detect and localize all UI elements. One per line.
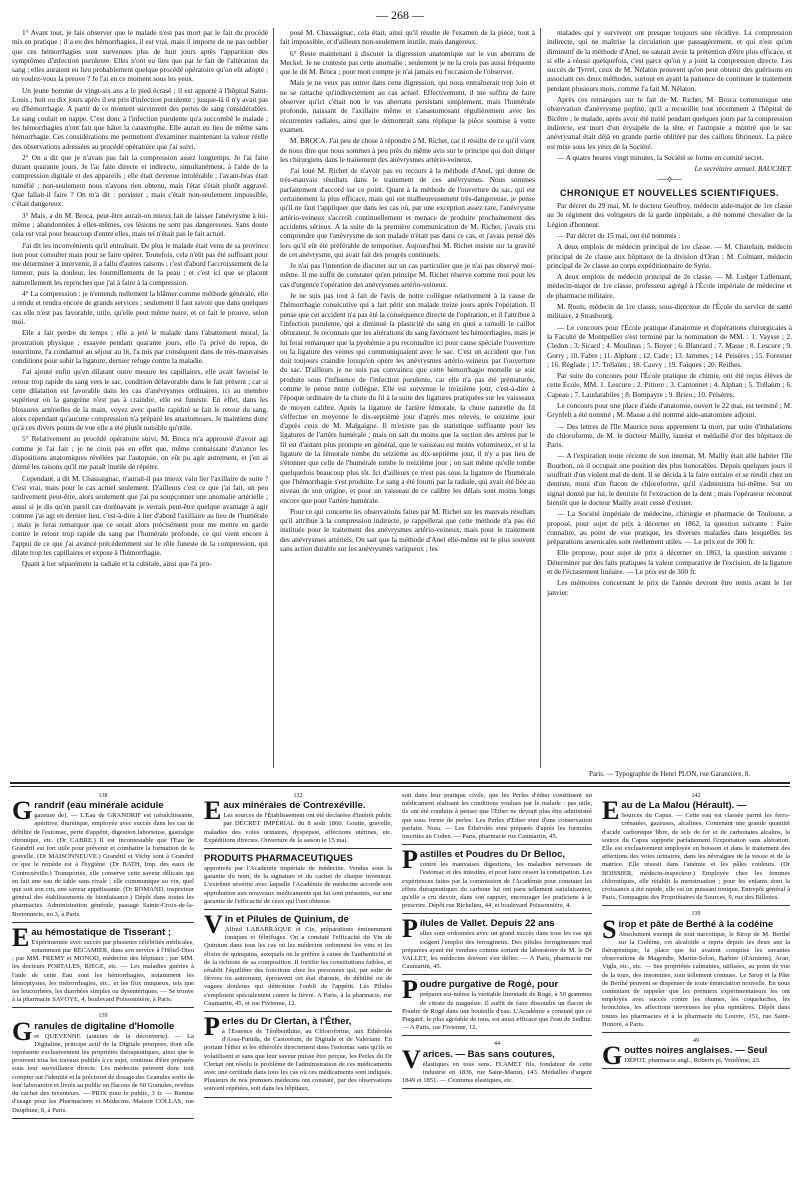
ad-number: 49 bbox=[693, 1038, 699, 1045]
ad-title: au hémostatique de Tisserant ; bbox=[31, 926, 172, 938]
paragraph: — A quatre heures vingt minutes, la Société se forme en comité secret. bbox=[557, 152, 764, 162]
advertisement bbox=[602, 790, 790, 906]
ad-title: au de La Malou (Hérault). — bbox=[621, 800, 747, 812]
paragraph: M. Rouis, médecin de 1re classe, sous-directeur de l'École du service de santé militaire, à Strasbourg. bbox=[547, 302, 792, 321]
paragraph: A deux emplois de médecin principal de 1re classe. — M. Chatelain, médecin principal de 2e classe aux hôpitaux de la division d'Oran ; M. Colmant, médecin principal de 2e classe au corps expéditionnaire de Syrie. bbox=[547, 242, 792, 270]
paragraph: — Le concours pour l'École pratique d'anatomie et d'opérations chirurgicales à la Faculté de Montpellier s'est terminé par la nomination de MM. : 1. Vaysse ; 2. Cledon ; 3. Sicard ; 4. Moulinas ; 5. Boyer ; 6. Blancard ; 7. Masse ; 8. Lescure ; 9. Gorry ; 10. Fabre ; 11. Alphant ; 12. Cade ; 13. Jammes ; 14. Peisères ; 15. Forestier ; 16. Réglade ; 17. Trélaüm ; 18. Cauvy ; 19. Faïques ; 20. Reilhes. bbox=[547, 322, 792, 369]
article-column-1 bbox=[12, 28, 268, 768]
ad-body: Les sources de l'Établissement ont été déclarées d'intérêt public par DÉCRET IMPÉRIAL du 8 août 1860. Goutte, gravelle, maladies des voies urinaires, dyspepsie, affections utérines, etc. Expéditions directes. Ouverture de la saison le 15 mai. bbox=[204, 812, 392, 844]
advertisement bbox=[402, 977, 592, 1036]
paragraph: Elle a fait perdre du temps ; elle a jeté le malade dans l'abattement moral, la prostration physique ; essayée pendant quarante jours, elle l'a privé de repos, de nourriture, l'a condamné au séjour au lit, l'a mis par conséquent dans de très-mauvaises conditions pour subir la ligature, dernier refuge contre la maladie. bbox=[12, 328, 268, 366]
ad-body: approuvés par l'Académie impériale de médecine. Vendus sous la garantie du nom, de la signature et du cachet de chaque inventeur. L'extrême sévérité avec laquelle l'Académie de médecine accorde son approbation aux nouveaux médicaments qui lui sont présentés, est une garantie de l'efficacité de ceux qui l'ont obtenue. bbox=[204, 865, 392, 905]
ad-body: et QUEVENNE (auteurs de la découverte). — La Digitaline, principe actif de la Digitale pourprée, dont elle représente exclusivement les propriétés thérapeutiques, ainsi que le prouvent tous les travaux publiés à ce sujet, continue d'être préparée sous leur surveillance directe. Les médecins peuvent donc tout compter sur l'identité et la précision de dosage des Granules sortis de leur laboratoire et livrés au public en flacons de 60 Granules, revêtus du cachet des inventeurs. — PRIX pour le public, 3 fr. — Remise d'usage pour les Pharmaciens et Médecins. Maison COLLAS, rue Dauphine, 8, à Paris. bbox=[12, 1032, 194, 1114]
ad-drop-cap: P bbox=[402, 975, 418, 1005]
ads-column-3 bbox=[402, 790, 592, 1175]
paragraph: Elle propose, pour sujet de prix à décerner en 1863, la question suivante : Déterminer par des faits pratiques la valeur comparative de l'excision, de la ligature et de l'écrasement linéaire. — Le prix est de 300 fr. bbox=[547, 548, 792, 577]
advertisement bbox=[602, 908, 790, 1033]
advertisement bbox=[402, 916, 592, 975]
ad-body: Alfred LABARRAQUE et Cie, préparations éminemment toniques et fébrifuges. On a constaté l'efficacité du Vin de Quinium dans tous les cas où les médecins ordonnent les vins et les élixirs de quinquina, auxquels on le préfère à cause de l'authenticité et de la richesse de sa composition. Il fortifie les constitutions faibles, et rétablit l'équilibre des fonctions chez les personnes qui, par suite de fièvres ou autrement, éprouvent cet état d'atonie, de débilité ou de vagues douleurs qui détermine l'oubli de l'appétit. Les Pilules s'emploient spécialement contre la fièvre. A Paris, à la pharmacie, rue Caumartin, 45, et rue Fivienne, 12. bbox=[204, 926, 392, 1007]
ad-number: 44 bbox=[494, 1041, 500, 1048]
ad-drop-cap: G bbox=[12, 796, 33, 826]
ornament-divider: —⟡— bbox=[657, 174, 682, 185]
ad-number: 139 bbox=[98, 1013, 108, 1020]
ad-number: 138 bbox=[98, 793, 108, 799]
paragraph: 4° La compression : je n'entends nullement la blâmer comme méthode générale, elle a rendu et rendra encore de grands services ; seulement il faut savoir que dans quelques cas elle n'est pas favorable, utile, qu'elle peut même nuire, et ce fait le prouve, selon moi. bbox=[12, 289, 268, 326]
paragraph: posé M. Chassaignac, cela était, ainsi qu'il résulte de l'examen de la pièce, tout à fait impossible, et d'ailleurs non-seulement inutile, mais dangereux. bbox=[280, 28, 535, 47]
ads-top-rule-thin bbox=[10, 786, 790, 787]
ad-title: outtes noires anglaises. — Seul bbox=[624, 1045, 768, 1057]
paragraph: J'ai ajouté enfin qu'en dilatant outre mesure les capillaires, elle avait favorisé le retour trop rapide du sang vers le sac, condition défavorable dans le fait présent ; car si cette dilatation est favorable dans les cas d'anévrysmes ordinaires, ici au membre supérieur où la gangrène n'est pas à craindre, elle est funeste. En effet, dans les blessures artérielles de la main, voyez avec quelle rapidité se fait le retour du sang, alors cependant qu'aucune compression n'a préparé les anastomoses. Je maintiens donc qu'à ces divers points de vue elle a été plutôt nuisible qu'utile. bbox=[12, 367, 268, 433]
ad-drop-cap: E bbox=[12, 922, 30, 952]
ad-title: ilules de Vallet. Depuis 22 ans bbox=[419, 918, 555, 930]
ad-drop-cap: E bbox=[602, 796, 620, 826]
advertisement bbox=[602, 1035, 790, 1069]
ads-column-4 bbox=[602, 790, 790, 1175]
ad-body: soit dans leur pratique civile, que les Perles d'éther constituent un médicament réalisant les conditions voulues par le malade : pas utile, ils ont été conduits à penser que l'Éther ne devrait plus être administré que sous forme de perles. Les Perles d'Éther sont d'une conservation parfaite. Nota. — Les Éthérolés sont préparés d'après les formules inscrites au Codex. — Paris, pharmacie rue Caumartin, 45. bbox=[402, 792, 592, 841]
section-title-chronique: CHRONIQUE ET NOUVELLES SCIENTIFIQUES. bbox=[559, 187, 780, 198]
paragraph: 1° Avant tout, je fais observer que le malade n'est pas mort par le fait du procédé mis en pratique ; il a eu des hémorrhagies, il est vrai, mais il importe de ne pas oublier que ces hémorrhagies sont survenues plus de huit jours après l'apparition des symptômes d'infection purulente. Elles n'ont eu lieu que par le fait de l'altération du sang ; elles auraient eu lieu probablement quelque procédé opératoire qu'on eût adopté ; en voulez-vous la preuve ? Je l'ai en ce moment sous les yeux. bbox=[12, 28, 268, 84]
paragraph: Quant à lier séparément la radiale et la cubitale, ainsi que l'a pro- bbox=[22, 559, 212, 569]
ad-drop-cap: G bbox=[12, 1016, 33, 1046]
ads-column-2 bbox=[204, 790, 392, 1175]
ad-number: 142 bbox=[691, 793, 701, 799]
paragraph: — A l'expiration toute récente de son internat, M. Mailly était allé habiter l'île Bourbon, où il occupait une position des plus honorables. Depuis quelques jours il souffrait d'un violent mal de dent. Il se décida à la faire extraire et se rendit chez un dentiste, muni d'un flacon de chloroforme, qu'il s'administra lui-même. Sur un signal donné par lui, le dentiste fit l'extraction de la dent ; mais l'opérateur reconnut bientôt que le docteur Mailly avait cessé d'exister. bbox=[547, 451, 792, 507]
ad-body: gazeuse de). — L'Eau de GRANDRIF est rafraîchissante, apéritive, diurétique, employée avec succès dans les cas de débilité de l'estomac, perte d'appétit, digestion laborieuse, gastralgie chronique, etc. (Dr CABRE.) Il est incontestable que l'Eau de Grandrif est fort utile pour prévenir et combattre la formation de la gravelle. (Dr MAISONNEUVE.) Grandrif et Vichy sont à Grandrif ce que le remède est à l'hygiène. (Dr BATH, Imp. des eaux de Contrexéville.) Transportée, elle conserve cette saveur délicate qui en fait une eau de table sans rivale ; elle communique au vin, quel que soit son cru, une saveur appétissante. (Dr ROMAND, inspecteur général des établissements de bienfaisance.) Dépôt dans toutes les pharmacies. Administration générale, passage Sainte-Croix-de-la-Bretonnerie, no 3, à Paris. bbox=[12, 812, 194, 918]
ad-drop-cap: V bbox=[402, 1044, 421, 1074]
advertisement bbox=[12, 1010, 194, 1118]
advertisement bbox=[12, 790, 194, 923]
ad-title: astilles et Poudres du Dr Belloc, bbox=[419, 849, 566, 861]
paragraph: J'ai loué M. Richet de n'avoir pas eu recours à la méthode d'Anel, qui donne de très-mauvais résultats dans le traitement de ces anévrysmes. Nous sommes parfaitement d'accord sur ce point. Quant à la méthode de l'ouverture du sac, qui est certainement la plus efficace, mais qui est malheureusement très-dangereuse, je pense qu'il ne faut l'appliquer que dans les cas où, par une exception assez rare, l'anévrysme artério-veineux s'accroît continuellement et menace de produire prochainement des accidents sérieux. A la suite de la première communication de M. Richet, j'avais cru comprendre que l'anévrysme de son malade n'était pas dans ce cas, et j'avais pensé dès lors qu'il eût été préférable de temporiser. Aujourd'hui M. Richet insiste sur la gravité de cet anévrysme, qui avait fait des progrès continuels. bbox=[280, 166, 535, 259]
ad-body: elles sont ordonnées avec un grand succès dans tous les cas qui exigent l'emploi des ferrugineux. Des pilules ferrugineuses mal préparées ayant été vendues comme sortant du laboratoire de M. le Dr VALLET, les médecins doivent s'en défier. — A Paris, pharmacie rue Caumartin, 45. bbox=[402, 930, 592, 971]
ad-body: Expérimentée avec succès par plusieurs célébrités médicales, notamment par RÉCAMIER, dans son service à l'Hôtel-Dieu ; par MM. FREMY et MONOD, médecins des hôpitaux ; par MM. les docteurs PORTALES, RIEGE, etc. — Les maladies guéries à l'aide de cette Eau sont les hémorrhagies, notamment les hémoptysies, les métrorrhagies, etc., et les flux muqueux, tels que les leucorrhées, les diarrhées simples ou dysentériques. — Se trouve à la pharmacie SAVOYE, 4, boulevard Poissonnière, à Paris. bbox=[12, 938, 194, 1004]
paragraph: — La Société impériale de médecine, chirurgie et pharmacie de Toulouse, a proposé, pour sujet de prix à décerner en 1862, la question suivante : Faire connaître, au point de vue pratique, les diverses maladies dans lesquelles les préparations arsenicales sont réellement utiles. — Le prix est de 300 fr. bbox=[547, 509, 792, 547]
paragraph: Je ne suis pas tout à fait de l'avis de notre collègue relativement à la cause de l'hémorrhagie consécutive qui a fait périr son malade treize jours après l'opération. Il pense que cet accident n'a pas été la conséquence directe de l'opération, et il l'attribue à l'infection purulente, qui a diminué la plasticité du sang en quoi a ramolli le caillot obturateur. Je reconnais que les altérations du sang favorisent les hémorrhagies, mais je lui ferai remarquer que la pyohémie a pu reconnaître ici pour cause spéciale l'ouverture ou la ligature des veines qui communiquaient avec le sac. C'est un accident que l'on doit toujours craindre lorsqu'on opère les anévrysmes artério-veineux par l'ouverture du sac. D'ailleurs je ne suis pas convaincu que cette hémorrhagie mortelle se soit produite sous l'influence de l'infection purulente, car elle n'a pas été prématurée, comme le pense notre collègue. Elle est survenue le treizième jour, c'est-à-dire à l'époque ordinaire de la chute du fil à la suite des ligatures pratiquées sur les vaisseaux de moyen calibre. Après la ligature de l'artère fémorale, la chute naturelle du fil s'effectue en moyenne le dix-septième jour d'après mes relevés, le seizième jour d'après ceux de M. Malgaigne. Il m'existe pas de statistique suffisante pour les ligatures de l'artère humérale ; mais on sait du moins que la section des artères par le fil est d'autant plus prompte en général, que le vaisseau est moins volumineux, et si la ligature de la fémorale tombe du seizième au dix-septième jour, il n'y a pas lieu de s'étonner que celle de l'humérale tombe le treizième jour ; on sait même qu'elle tombe quelquefois beaucoup plus tôt. Ici d'ailleurs ce n'est pas sous la ligature de l'humérale que l'hémorrhagie s'est produite. Le sang a été fourni par la radiale, qui avait été liée au niveau de son origine, et pour un vaisseau de ce calibre les délais sont moins longs encore que pour l'artère humérale. bbox=[280, 291, 535, 505]
ad-number: 139 bbox=[691, 911, 701, 918]
ad-body: élastiques en tous sens. FLAMET fils, fondateur de cette industrie en 1836, rue Saint-Martin, 143. Médailles d'argent 1849 et 1851. — Ceintures élastiques, etc. bbox=[402, 1060, 592, 1085]
ad-body: à l'Essence de Térébenthine, au Chloroforme, aux Éthérolés d'Assa-Fœtida, de Castoréum, de Digitale et de Valériane. En portant l'éther et les éthérolés directement dans l'estomac sans qu'ils se volatilisent et sans que leur saveur puisse être perçue, les Perles du Dr Clertan ont résolu le problème de l'administration de ces médicaments avec une certitude dans tous les cas où ces médicaments sont indiqués. Plusieurs de nos premiers médecins ont constaté, par des observations souvent répétées, soit dans les hôpitaux, bbox=[204, 1028, 392, 1093]
paragraph: 5° Relativement au procédé opératoire suivi, M. Broca m'a approuvé d'avoir agi comme je l'ai fait ; je ne crois pas en effet que, même connaissant d'avance les dispositions anatomiques révélées par l'autopsie, on eût pu agir autrement, et j'en ai donné les raisons qu'il me paraît inutile de répéter. bbox=[12, 434, 268, 472]
ad-drop-cap: P bbox=[204, 1012, 220, 1042]
advertisement bbox=[204, 790, 392, 849]
ad-title: randrif (eau minérale acidule bbox=[34, 800, 164, 812]
paragraph: 2° On a dit que je n'avais pas fait la compression assez longtemps. Je l'ai faite durant quarante jours. Je l'ai faite directe et indirecte, simultanément, à l'aide de la compression digitale et des appareils ; elle était devenue intolérable ; l'avant-bras était tuméfié ; non-seulement nous n'avons rien obtenu, mais l'état s'était plutôt aggravé. Que fallait-il faire ? On m'a dit : persister ; mais c'était non-seulement impossible, c'était dangereux. bbox=[12, 152, 268, 209]
ad-drop-cap: S bbox=[602, 914, 617, 944]
ad-body: Sources du Capus. — Cette eau est classée parmi les ferro-crénatées, gazeuses, alcalines. Contenant une grande quantité d'acide carbonique libre, de sels de fer et de carbonates alcalins, la source du Capus supporte parfaitement l'exportation sans altération. Elle est exclusivement employée en boisson et dans le traitement des affections des voies urinaires, dans les névralgies de la vessie et de la matrice. Elle réussit dans l'anémie et les pâles couleurs. (Dr BOISSIER, médecin-inspecteur.) Employée chez les femmes chlorotiques, elle rétablit la menstruation ; pour les enfants dont la croissance a été rapide, elle est un puissant tonique. Entrepôt général à Paris, Compagnie des Propriétaires de Sources, 9, rue des Billettes. bbox=[602, 812, 790, 902]
ad-number: 132 bbox=[293, 793, 303, 799]
advertisement bbox=[402, 1038, 592, 1089]
paragraph: A deux emplois de médecin principal de 2e classe. — M. Ludger Lallemant, médecin-major de 1re classe, professeur agrégé à l'École impériale de médecine et de pharmacie militaire. bbox=[547, 272, 792, 300]
advertisement bbox=[402, 790, 592, 845]
paragraph: Pour ce qui concerne les observations faites par M. Richet sur les mauvais résultats qu'il attribue à la compression indirecte, je rappellerai que cette méthode n'a pas été instituée pour le traitement des anévrysmes artério-veineux, mais pour le traitement des anévrysmes artériels. On sait que la méthode d'Anel elle-même est le plus souvent sans action durable sur les anévrysmes variqueux ; les bbox=[280, 506, 535, 554]
paragraph: Par suite du concours pour l'École pratique de chimie, ont été reçus élèves de cette École, MM. 1. Lescure ; 2. Pittore ; 3. Cantonnet ; 4. Alphan ; 5. Trélaüm ; 6. Capeau ; 7. Laudarabiles ; 8. Bompayre ; 9. Brieu ; 10. Peisères. bbox=[547, 371, 792, 399]
ad-drop-cap: G bbox=[602, 1041, 623, 1071]
ad-drop-cap: V bbox=[204, 910, 223, 940]
paragraph: Un jeune homme de vingt-six ans a le pied écrasé ; il est apporté à l'hôpital Saint-Louis ; huit ou dix jours après il est pris d'infection purulente ; jusque-là il n'y avait pas eu d'hémorrhagie. A partir de ce moment survinrent des pertes de sang considérables. Le sang coulait en nappe. C'est donc à l'infection purulente qu'a succombé le malade ; les hémorrhagies n'ont fait que hâter la catastrophe. Elle aurait eu lieu de même sans hémorrhagie. Ces considérations me permettent d'examiner maintenant la valeur réelle des observations adressées au procédé opératoire que j'ai suivi. bbox=[12, 85, 268, 151]
ad-body: Absolument exempt de tout narcotique, le Sirop de M. Berthé sur la Codéine, cet alcaloïde a repris depuis les deux ans la thérapeutique, la place que lui avaient conquise les savantes observations de Magendie, Martin-Solon, Barbier (d'Amiens), Aran, Vigla, etc., etc. — Ses propriétés calmantes, utilisées, au point de vue de la toux, des insomnies, sont tellement connues. Le Sirop et la Pâte de Berthé peuvent se dispenser de toute énonciation nouvelle. En nous contentant de rappeler que les premiers expérimentateurs les ont employés avec succès contre les rhumes, les coqueluches, les bronchites, les affections nerveuses les plus opiniâtres. Dépôt dans toutes les pharmacies et à la pharmacie du Louvre, 151, rue Saint-Honoré, à Paris. bbox=[602, 930, 790, 1028]
paragraph: Cependant, a dit M. Chassaignac, n'aurait-il pas mieux valu lier l'axillaire de suite ? C'est vrai, mais pour le cas actuel seulement. D'ailleurs c'est ce que j'ai fait, un peu tardivement peut-être, alors seulement que j'ai pu soupçonner une anomalie artérielle ; aussi si je dis qu'en pareil cas dorénavant je verrais peut-être quelque avantage à agir comme j'ai agi en dernier lieu, c'est-à-dire à lier d'abord l'axillaire au lieu de l'humérale ; mais je ferai remarquer que ce serait alors précisément pour me mettre en garde contre le retour trop rapide du sang par l'humérale profonde, ce qui vient encore à l'appui de ce que j'ai avancé précédemment sur le rôle funeste de la compression, qui dilate trop les capillaires et expose à l'hémorrhagie. bbox=[12, 473, 268, 558]
paragraph: — Des lettres de l'île Maurice nous apprennent la mort, par suite d'inhalations de chloroforme, de M. le docteur Mailly, lauréat et médaillé d'or des hôpitaux de Paris. bbox=[547, 421, 792, 450]
paragraph: Les mémoires concernant le prix de l'année devront être remis avant le 1er janvier. bbox=[547, 578, 792, 597]
paragraph: — Par décret du 15 mai, ont été nommés : bbox=[557, 230, 681, 240]
paragraph: Par décret du 29 mai, M. le docteur Geoffroy, médecin aide-major de 1re classe au 3e régiment des voltigeurs de la garde impériale, a été nommé chevalier de la Légion d'honneur. bbox=[547, 201, 792, 229]
paragraph: Le concours pour une place d'aide d'anatomie, ouvert le 22 mai, est terminé ; M. Grynfelt a été nommé ; M. Masse a été nommé aide-anatomiste adjoint. bbox=[547, 400, 792, 420]
advertisement bbox=[204, 912, 392, 1012]
ad-title: oudre purgative de Rogé, pour bbox=[419, 979, 559, 991]
ad-body: DÉPOT, pharmacie angl., Roberts pi, Vendôme, 23. bbox=[624, 1057, 761, 1065]
paragraph: Après ces remarques sur le fait de M. Richet, M. Broca communique une observation d'anévrysme poplité, qu'il a recueillie tout récemment à l'hôpital de Bicêtre ; le malade, après avoir été traité pendant quelques jours par la compression indirecte, est mort d'un érysipèle de la tête, et l'autopsie a montré que le sac anévrysmal était déjà en grande partie oblitéré par des caillots fibrineux. La pièce est mise sous les yeux de la Société. bbox=[547, 95, 792, 151]
paragraph: malades qui y survivent ont presque toujours une récidive. La compression indirecte, qui ne maîtrise la circulation que passagèrement, et qui n'est qu'un diminutif de la méthode d'Anel, ne saurait avoir la prétention d'être plus efficace, et si elle a réussi quelquefois, c'est parce qu'on y a joint la compression directe. Les succès de Tyrrel, ceux de M. Nélaton prouvent qu'on peut obtenir des guérisons en associant ces deux méthodes, surtout en ayant la patience de continuer le traitement pendant plusieurs mois, comme l'a fait M. Nélaton. bbox=[547, 28, 792, 93]
ad-drop-cap: E bbox=[204, 796, 222, 826]
article-column-2 bbox=[280, 28, 535, 768]
article-column-3 bbox=[547, 28, 792, 768]
column-divider bbox=[273, 28, 274, 768]
secretary-signature: Le secrétaire annuel, BAUCHET. bbox=[694, 164, 792, 174]
ad-drop-cap: P bbox=[402, 914, 418, 944]
ad-title: aux minérales de Contrexéville. bbox=[223, 800, 366, 812]
ad-body: préparer soi-même la véritable limonade de Rogé, à 50 grammes de citrate de magnésie. Il suffit de faire dissoudre un flacon de Poudre de Rogé dans une bouteille d'eau. L'Académie a constaté que ce Purgatif, le plus agréable de tous, est aussi efficace que l'eau de Sedlitz. — A Paris, rue Fivienne, 12. bbox=[402, 991, 592, 1032]
column-divider bbox=[540, 28, 541, 768]
ad-title: ranules de digitaline d'Homolle bbox=[34, 1020, 175, 1032]
ad-title: PRODUITS PHARMACEUTIQUES bbox=[204, 853, 353, 865]
ads-column-1 bbox=[12, 790, 194, 1175]
page-number: — 268 — bbox=[376, 8, 424, 22]
paragraph: J'ai dit les inconvénients qu'il entraînait. De plus le malade était venu de sa province non pour consulter mais pour se faire opérer. Toutefois, cela n'eût pas été suffisant pour me déterminer à intervenir, il a fallu d'autres raisons ; c'est d'abord l'accroissement de la tumeur, puis la douleur, les fourmillements de la peau ; et c'est ici que se placent naturellement les reproches que j'ai à faire à la compression. bbox=[12, 240, 268, 287]
ad-title: irop et pâte de Berthé à la codéine bbox=[618, 918, 774, 930]
paragraph: Mais je ne veux pas entrer dans cette digression, qui nous entraînerait trop loin et ne se rattache qu'indirectement au cas actuel. Effectivement, il me suffira de faire observer qu'ici c'était non le vas aberrans persistant simplement, mais l'humérale profonde, naissant de l'axillaire même et s'anastomosant régulièrement avec les récurrentes radiales, ainsi que le démontrait sans réplique la pièce soumise à votre examen. bbox=[280, 78, 535, 134]
paragraph: 3° Mais, a dit M. Broca, peut-être aurait-on mieux fait de laisser l'anévrysme à lui-même ; abandonnées à elles-mêmes, ces lésions ne sont pas dangereuses. Sans doute cela est vrai pour beaucoup d'entre elles, mais tel n'était pas le fait actuel. bbox=[12, 210, 268, 239]
advertisement bbox=[204, 851, 392, 910]
paragraph: M. BROCA. J'ai peu de chose à répondre à M. Richet, car il résulte de ce qu'il vient de nous dire que nous sommes à peu près du même avis sur le principe qui doit diriger les chirurgiens dans le traitement des anévrysmes artério-veineux. bbox=[280, 136, 535, 164]
ad-title: arices. — Bas sans coutures, bbox=[422, 1048, 555, 1060]
advertisement bbox=[204, 1014, 392, 1098]
ads-top-rule bbox=[10, 782, 790, 784]
ad-body: contre les mauvaises digestions, les maladies nerveuses de l'estomac et des intestins, et pour faire cesser la constipation. Les expériences faites par la commission de l'Académie pour constater les effets thérapeutiques du carbone lui ont paru tellement satisfaisantes, qu'elle a cru devoir, dans son rapport, encourager les praticiens à le prescrire. Dépôt rue Richelieu, 44, et boulevard Poissonnière, 4. bbox=[402, 861, 592, 910]
advertisement bbox=[12, 922, 194, 1009]
printer-imprint: Paris. — Typographie de Henri PLON, rue Garancière, 8. bbox=[588, 770, 751, 778]
paragraph: Je n'ai pas l'intention de discuter sur un cas particulier que je n'ai pas observé moi-même. Il me suffit de constater qu'en principe M. Richet réserve comme moi pour les cas d'urgence l'opération des anévrysmes artério-veineux. bbox=[280, 261, 535, 289]
ad-title: in et Pilules de Quinium, de bbox=[224, 914, 349, 926]
ad-title: erles du Dr Clertan, à l'Éther, bbox=[221, 1016, 352, 1028]
paragraph: 6° Reste maintenant à discuter la digression anatomique sur le vus aberrans de Meckel. Je ne conteste pas cette anomalie ; seulement je ne la crois pas aussi fréquente que le dit M. Broca ; pour mon compte je n'ai jamais eu l'occasion de l'observer. bbox=[280, 48, 535, 77]
ad-drop-cap: P bbox=[402, 845, 418, 875]
advertisement bbox=[402, 847, 592, 914]
